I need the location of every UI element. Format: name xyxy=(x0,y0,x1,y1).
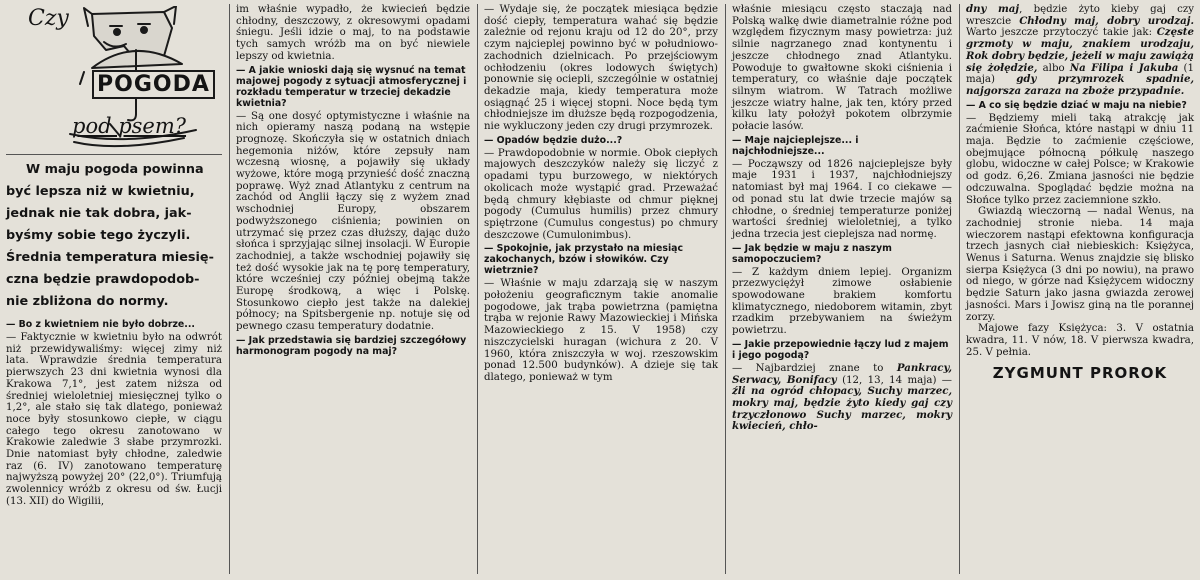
answer-6: — Począwszy od 1826 najcieplejsze były maje 1931 i 1937, najchłodniejszy natomiast był maj 1964. I co ciekawe — od ponad stu lat dwie trzecie majów są chłodne, o średniej temperaturze poniżej wartości średniej wieloletniej, a tylko jedna trzecia jest cieplejsza nad normę. xyxy=(732,158,952,240)
answer-5-continued: właśnie miesiącu często staczają nad Polską walkę dwie diametralnie różne pod względem fizycznym masy powietrza: już silnie nagrzanego znad kontynentu i jeszcze chłodnego znad Atlantyku. Powoduje to gwałtowne skoki ciśnienia i temperatury, co właśnie daje początek silnym wiatrom. W Tatrach możliwe jeszcze wiatry halne, jak ten, który przed kilku laty położył pokotem olbrzymie połacie lasów. xyxy=(732,4,952,133)
answer-9: — Będziemy mieli taką atrakcję jak zaćmienie Słońca, które nastąpi w dniu 11 maja. Będzie to zaćmienie częściowe, obejmujące północną półkulę naszego globu, widoczne w całej Polsce; w Krakowie od godz. 6,26. Zmiana jasności nie będzie odczuwalna. Spoglądać będzie można na Słońce tylko przez zaciemnione szkło. xyxy=(966,112,1194,206)
lead-line: jednak nie tak dobra, jak- xyxy=(6,206,192,221)
answer-1-continued: im właśnie wypadło, że kwiecień będzie chłodny, deszczowy, z okresowymi opadami śniegu. Jeśli idzie o maj, to na podstawie tych samych wróżb ma on być niewiele lepszy od kwietnia. xyxy=(236,4,470,62)
answer-3: — Wydaje się, że początek miesiąca będzie dość ciepły, temperatura wahać się będzie zależnie od rejonu kraju od 12 do 20°, przy czym najcieplej powinno być w południowo-zachodnich dzielnicach. Po przejściowym ochłodzeniu (okres lodowych świętych) ponownie się ociepli, szczególnie w ostatniej dekadzie maja, kiedy temperatura może osiągnąć 25 i więcej stopni. Noce będą tym chłodniejsze im dłuższe będą rozpogodzenia, nie wykluczony jeden czy drugi przymrozek. xyxy=(484,4,718,133)
answer-4: — Prawdopodobnie w normie. Obok ciepłych majowych deszczyków należy się liczyć z opadami typu burzowego, w niektórych okolicach może wystąpić grad. Przeważać będą chmury kłębiaste od chmur pięknej pogody (Cumulus humilis) przez chmury spiętrzone (Cumulus congestus) po chmury deszczowe (Cumulonimbus). xyxy=(484,147,718,241)
lead-line: czna będzie prawdopodob- xyxy=(6,272,200,287)
question-5: — Spokojnie, jak przystało na miesiąc zakochanych, bzów i słowików. Czy wietrznie? xyxy=(484,243,684,277)
logo-area xyxy=(6,4,222,154)
answer-7: — Z każdym dniem lepiej. Organizm przezwyciężył zimowe osłabienie spowodowane brakiem komfortu klimatycznego, niedoborem witamin, zbyt rzadkim przebywaniem na świeżym powietrzu. xyxy=(732,266,952,337)
saying: gdy przymrozek spadnie, najgorsza zaraza na zboże przypadnie. xyxy=(966,73,1194,97)
text-part: , będzie żyto kieby gaj czy wreszcie xyxy=(966,4,1194,27)
answer-8-continued xyxy=(966,4,1194,98)
answer-5: — Właśnie w maju zdarzają się w naszym położeniu geograficznym takie anomalie pogodowe, jak trąba powietrzna (pamiętna trąba w rejonie Rawy Mazowieckiej i Mińska Mazowieckiego z 15. V 1958) czy niszczycielski huragan (wichura z 20. V 1960, która zniszczyła w woj. rzeszowskim ponad 12.500 budynków). A dzieje się tak dlatego, ponieważ w tym xyxy=(484,278,718,383)
question-6: — Maje najcieplejsze... i najchłodniejsze... xyxy=(732,134,859,157)
column-5 xyxy=(960,0,1200,580)
text-part: albo xyxy=(1037,62,1070,74)
answer-1: — Faktycznie w kwietniu było na odwrót niż przewidywaliśmy: więcej zimy niż lata. Wprawdzie średnia temperatura pierwszych 23 dni kwietnia wynosi dla Krakowa 7,1°, jest zatem niższa od średniej wieloletniej miesięcznej tylko o 1,2°, ale stało się tak dlatego, ponieważ noce były stosunkowo ciepłe, w ciągu całego tego okresu zanotowano w Krakowie zaledwie 3 słabe przymrozki. Dnie natomiast były chłodne, zaledwie raz (6. IV) zanotowano temperaturę najwyższą powyżej 20° (22,0°). Triumfują zwolennicy wróżb z okresu od św. Łucji (13. XII) do Wigilii, xyxy=(6,332,222,507)
answer-8-saints: Pankracy, Serwacy, Bonifacy xyxy=(732,361,952,386)
question-3: — Jak przedstawia się bardziej szczegółowy harmonogram pogody na maj? xyxy=(236,334,467,357)
column-3 xyxy=(478,0,724,580)
answer-8-part: (12, 13, 14 maja) — xyxy=(836,374,952,386)
saying: Na Filipa i Jakuba xyxy=(1069,61,1179,74)
answer-11: Majowe fazy Księżyca: 3. V ostatnia kwadra, 11. V nów, 18. V pierwsza kwadra, 25. V pełnia. xyxy=(966,323,1194,358)
answer-2: — Są one dosyć optymistyczne i właśnie na nich opieramy naszą podaną na wstępie prognozę. Skończyła się w ostatnich dniach hegemonia niżów, które zepsuły nam wczesną wiosnę, a pojawiły się układy wyżowe, które mogą przynieść dość znaczną poprawę. Wyż znad Atlantyku z centrum na zachód od Anglii łączy się z wyżem znad wschodniej Europy, obszarem podwyższonego ciśnienia; powinien on utrzymać się przez czas dłuższy, dając dużo słońca i sprzyjając silnej insolacji. W Europie zachodniej, a także wschodniej pojawiły się też dość wysokie jak na tę porę temperatury, które wcześniej czy później obejmą także Europę środkową, a więc i Polskę. Stosunkowo ciepło jest także na dalekiej północy; na Spitsbergenie np. notuje się od pewnego czasu temperatury dodatnie. xyxy=(236,110,470,333)
answer-8-sayings: źli na ogród chłopacy, Suchy marzec, mokry maj, będzie żyto kiedy gaj czy trzyczłonowo Suchy marzec, mokry kwiecień, chło- xyxy=(732,385,952,433)
answer-8-part: — Najbardziej znane to xyxy=(732,362,897,374)
lead-line: nie zbliżona do normy. xyxy=(6,294,169,309)
saying: dny maj xyxy=(966,3,1020,15)
column-2 xyxy=(230,0,476,580)
logo-pogoda: POGODA xyxy=(92,70,215,99)
lead-line: być lepsza niż w kwietniu, xyxy=(6,184,195,199)
question-1: — Bo z kwietniem nie było dobrze... xyxy=(6,319,195,330)
lead-line: W maju pogoda powinna xyxy=(26,162,204,177)
lead-line: Średnia temperatura miesię- xyxy=(6,250,214,265)
question-8: — Jakie przepowiednie łączy lud z majem i jego pogodą? xyxy=(732,338,949,361)
column-4 xyxy=(726,0,958,580)
text-part: Warto jeszcze przytoczyć takie jak: xyxy=(966,27,1157,39)
author-signature: ZYGMUNT PROROK xyxy=(992,364,1168,383)
question-2: — A jakie wnioski dają się wysnuć na temat majowej pogody z sytuacji atmosferycznej i rozkładu temperatur w trzeciej dekadzie kwietnia? xyxy=(236,64,467,109)
question-9: — A co się będzie dziać w maju na niebie? xyxy=(966,99,1187,111)
text-part: (1 maja) xyxy=(966,62,1194,86)
lead-paragraph xyxy=(6,154,222,313)
question-4: — Opadów będzie dużo...? xyxy=(484,134,623,146)
logo-czy: Czy xyxy=(28,6,69,31)
column-1 xyxy=(0,0,228,580)
answer-8 xyxy=(732,363,952,433)
logo-pod-psem: pod psem? xyxy=(72,114,187,138)
answer-10: Gwiazdą wieczorną — nadal Wenus, na zachodniej stronie nieba. 14 maja wieczorem nastąpi efektowna konfiguracja trzech jasnych ciał niebieskich: Księżyca, Wenus i Saturna. Wenus znajdzie się blisko sierpa Księżyca (3 dni po nowiu), na prawo od niego, w górze nad Księżycem widoczny będzie Saturn jako jasna gwiazda zerowej jasności. Mars i Jowisz giną na tle porannej zorzy. xyxy=(966,206,1194,323)
saying: Częste grzmoty w maju, znakiem urodzaju, Rok dobry będzie, jeżeli w maju zawiążą się żołędzie, xyxy=(966,26,1194,74)
lead-line: byśmy sobie tego życzyli. xyxy=(6,228,191,243)
saying: Chłodny maj, dobry urodzaj. xyxy=(1019,14,1195,27)
question-7: — Jak będzie w maju z naszym samopoczuciem? xyxy=(732,242,892,265)
